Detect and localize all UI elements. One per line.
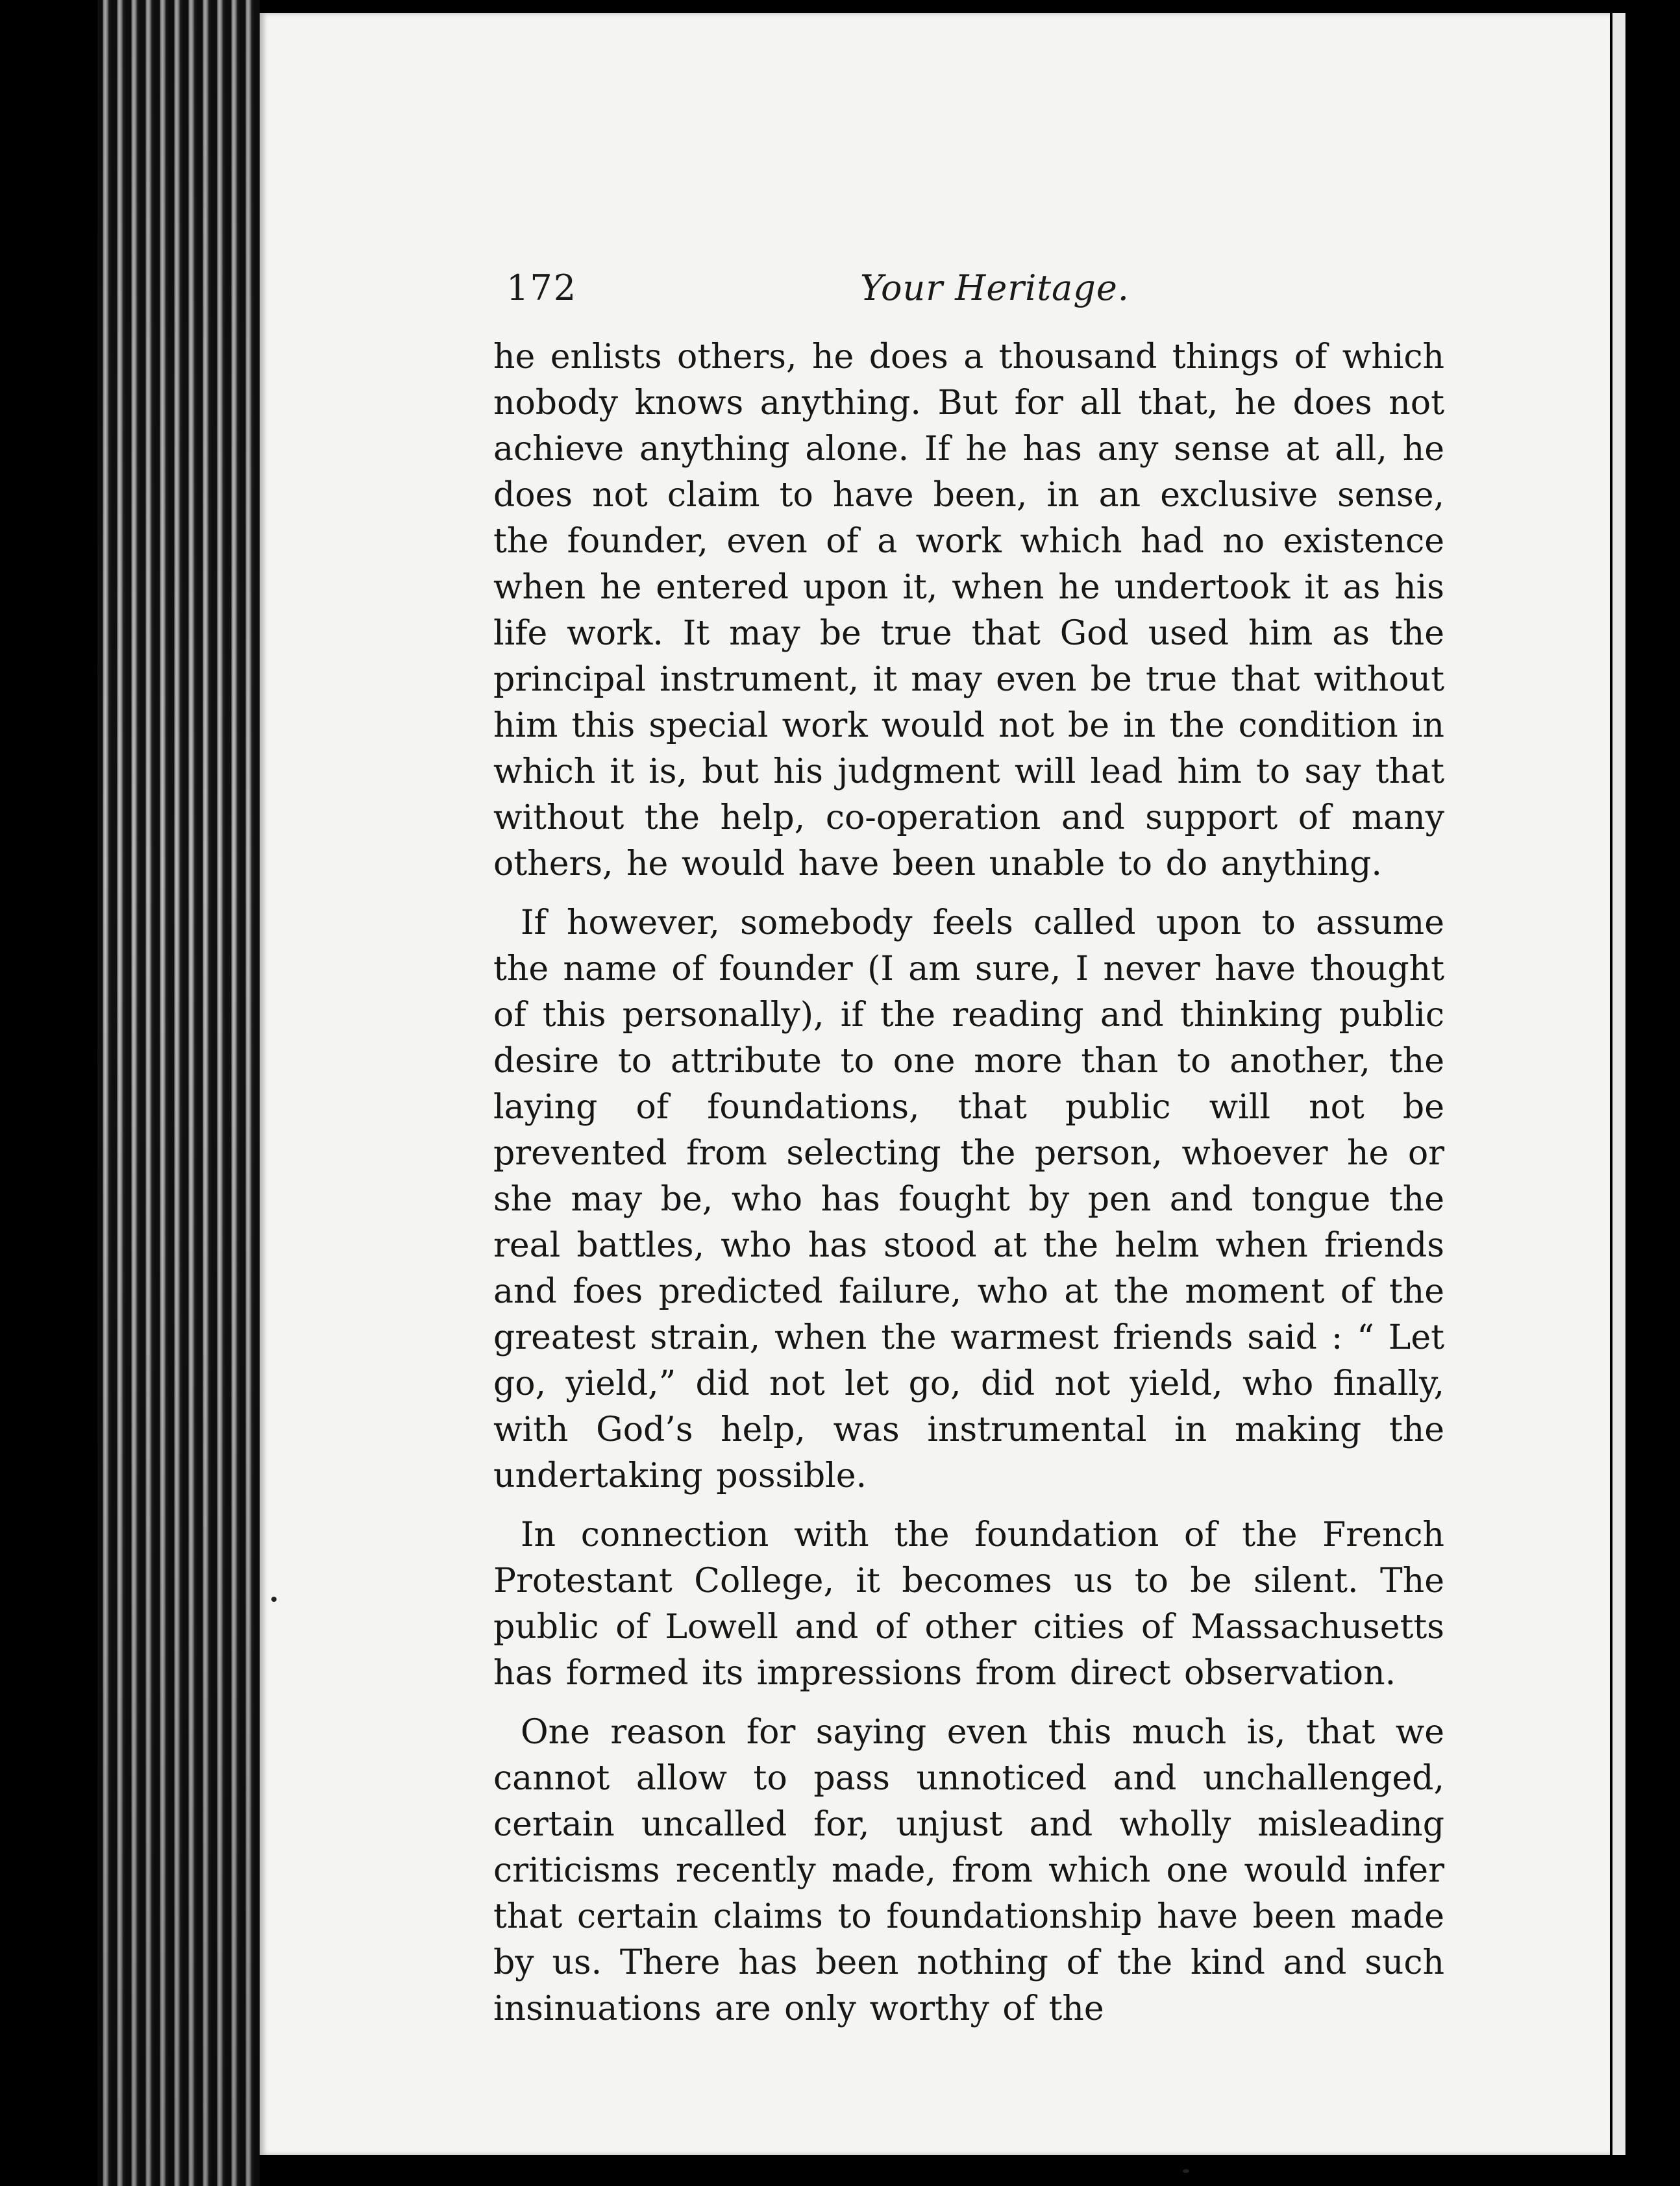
right-page-edge [1612, 13, 1625, 2155]
paragraph-4: One reason for saying even this much is, that we cannot allow to pass unnoticed and unchallenged, certain uncalled for, unjust and wholly misleading criticisms recently made, from which one would infer that certain claims to foundationship have been made by us. There has been nothing of the kind and such insinuations are only worthy of the [493, 1713, 1444, 2028]
running-title: Your Heritage. [860, 267, 1130, 308]
paragraph-1: he enlists others, he does a thousand things of which nobody knows anything. But for all that, he does not achieve anything alone. If he has any sense at all, he does not claim to have been, in an exclusive sense, the founder, even of a work which had no existence when he entered upon it, when he undertook it as his life work. It may be true that God used him as the principal instrument, it may even be true that without him this special work would not be in the condition in which it is, but his judgment will lead him to say that without the help, co-operation and support of many others, he would have been unable to do anything. [493, 338, 1444, 883]
page-edges-shade [97, 0, 260, 2186]
paragraph-2: If however, somebody feels called upon to assume the name of founder (I am sure, I never have thought of this personally), if the reading and thinking public desire to attribute to one more than to another, the laying of foundations, that public will not be prevented from selecting the person, whoever he or she may be, who has fought by pen and tongue the real battles, who has stood at the helm when friends and foes predicted failure, who at the moment of the greatest strain, when the warmest friends said : “ Let go, yield,” did not let go, did not yield, who finally, with God’s help, was instrumental in making the undertaking possible. [493, 903, 1444, 1495]
scan-speck [1183, 2169, 1189, 2173]
page-number: 172 [506, 267, 578, 308]
paragraph-3: In connection with the foundation of the French Protestant College, it becomes us to be silent. The public of Lowell and of other cities of Massachusetts has formed its impressions from direct observation. [493, 1516, 1444, 1693]
body-text [493, 334, 1444, 2045]
running-head [506, 267, 1441, 313]
scan-speck [271, 1597, 277, 1602]
